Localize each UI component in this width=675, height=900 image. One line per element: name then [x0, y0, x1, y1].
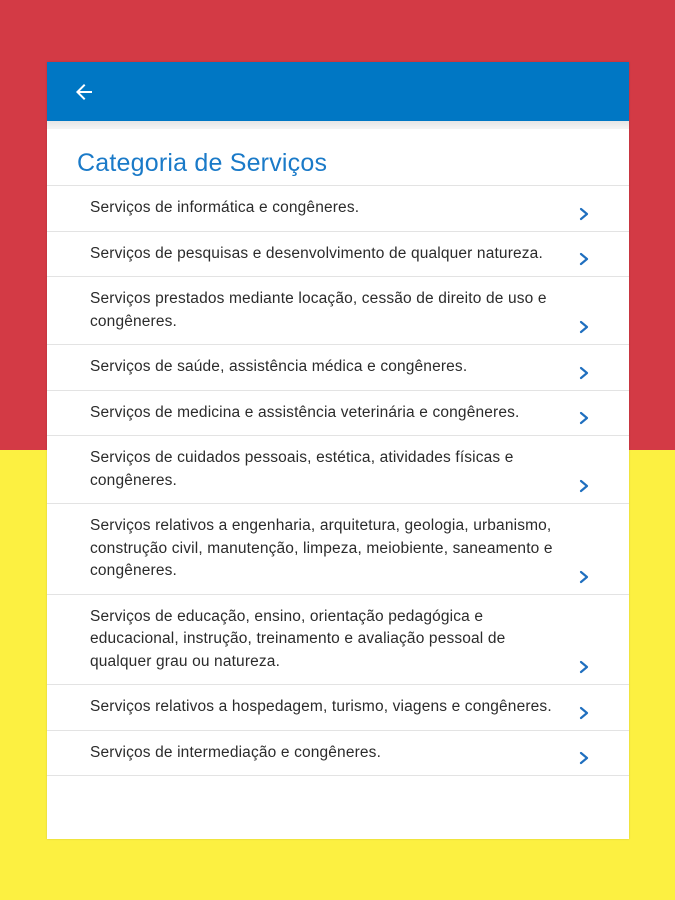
category-list	[47, 185, 629, 776]
category-label: Serviços de informática e congêneres.	[90, 199, 360, 216]
chevron-right-icon	[577, 207, 591, 221]
chevron-right-icon	[577, 366, 591, 380]
chevron-right-icon	[577, 320, 591, 334]
chevron-right-icon	[577, 660, 591, 674]
category-label: Serviços de cuidados pessoais, estética, atividades físicas e congêneres.	[90, 449, 514, 489]
category-label: Serviços de saúde, assistência médica e congêneres.	[90, 358, 468, 375]
category-label: Serviços de intermediação e congêneres.	[90, 743, 382, 761]
category-label: Serviços de educação, ensino, orientação pedagógica e educacional, instrução, treinamento e avaliação pessoal de qualquer grau ou natureza.	[90, 607, 506, 670]
category-list-item[interactable]	[47, 186, 629, 232]
chevron-right-icon	[577, 706, 591, 720]
category-label: Serviços relativos a hospedagem, turismo, viagens e congêneres.	[90, 698, 552, 715]
category-list-item[interactable]	[47, 731, 629, 777]
chevron-right-icon	[577, 411, 591, 425]
category-list-item[interactable]	[47, 685, 629, 731]
chevron-right-icon	[577, 751, 591, 765]
category-list-item[interactable]	[47, 345, 629, 391]
category-list-item[interactable]	[47, 232, 629, 278]
arrow-left-icon	[72, 80, 96, 104]
category-label: Serviços prestados mediante locação, cessão de direito de uso e congêneres.	[90, 290, 547, 330]
category-label: Serviços de pesquisas e desenvolvimento de qualquer natureza.	[90, 244, 543, 262]
chevron-right-icon	[577, 252, 591, 266]
category-label: Serviços relativos a engenharia, arquitetura, geologia, urbanismo, construção civil, manutenção, limpeza, meiobiente, saneamento e congêneres.	[90, 517, 553, 579]
app-screen	[47, 62, 629, 839]
category-label: Serviços de medicina e assistência veterinária e congêneres.	[90, 403, 520, 421]
category-list-item[interactable]	[47, 595, 629, 686]
category-list-item[interactable]	[47, 277, 629, 345]
back-button[interactable]	[69, 77, 99, 107]
category-list-item[interactable]	[47, 391, 629, 437]
category-list-item[interactable]	[47, 504, 629, 595]
app-bar-shadow	[47, 121, 629, 129]
category-list-item[interactable]	[47, 436, 629, 504]
chevron-right-icon	[577, 479, 591, 493]
app-bar	[47, 62, 629, 121]
page-title: Categoria de Serviços	[77, 149, 328, 177]
chevron-right-icon	[577, 570, 591, 584]
